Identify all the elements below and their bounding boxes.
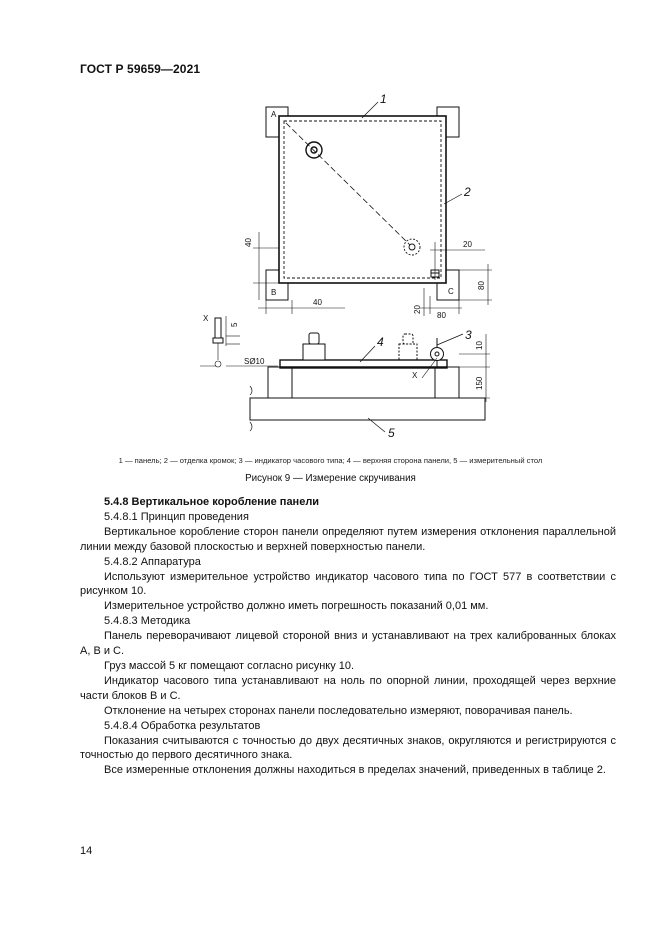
section-5483-title: 5.4.8.3 Методика xyxy=(104,615,191,628)
probe-detail xyxy=(215,318,221,338)
section-5482-text-2: Измерительное устройство должно иметь погрешность показаний 0,01 мм. xyxy=(104,600,489,613)
dim-150: 150 xyxy=(475,376,484,390)
dim-sphere: SØ10 xyxy=(244,357,265,366)
dim-5: 5 xyxy=(230,322,239,327)
block-a-label: A xyxy=(271,110,277,119)
section-548-title: 5.4.8 Вертикальное коробление панели xyxy=(104,496,320,508)
axis-x-top: X xyxy=(203,314,209,323)
section-5481-text: Вертикальное коробление сторон панели определяют путем измерения отклонения параллельной линии между базовой плоскостью и верхней поверхностью панели. xyxy=(80,525,616,553)
document-header: ГОСТ Р 59659—2021 xyxy=(80,62,201,76)
figure-legend: 1 — панель; 2 — отделка кромок; 3 — индикатор часового типа; 4 — верхняя сторона панели, 5 — измерительный стол xyxy=(118,456,543,465)
block-c-label: C xyxy=(448,287,454,296)
side-gauge xyxy=(431,348,444,361)
dim-40-left: 40 xyxy=(244,238,253,247)
callout-3: 3 xyxy=(465,328,472,342)
section-5484-text-2: Все измеренные отклонения должны находиться в пределах значений, приведенных в таблице 2. xyxy=(104,764,606,777)
callout-5: 5 xyxy=(388,426,395,440)
section-5484-text-1: Показания считываются с точностью до двух десятичных знаков, округляются и регистрируются с точностью до первого десятичного знака. xyxy=(80,734,616,762)
measuring-table xyxy=(250,398,485,420)
dim-40-bottom: 40 xyxy=(313,298,322,307)
section-5482-title: 5.4.8.2 Аппаратура xyxy=(104,555,201,568)
section-5483-text-1: Панель переворачивают лицевой стороной вниз и устанавливают на трех калиброванных блоках А, В и С. xyxy=(80,630,616,658)
dim-20-right: 20 xyxy=(463,240,472,249)
dim-80-bottom: 80 xyxy=(437,311,446,320)
side-block-left xyxy=(268,367,292,398)
section-5481-title: 5.4.8.1 Принцип проведения xyxy=(104,510,249,523)
section-5482-text-1: Используют измерительное устройство индикатор часового типа по ГОСТ 577 в соответствии с рисунком 10. xyxy=(80,570,616,598)
section-5483-text-3: Индикатор часового типа устанавливают на ноль по опорной линии, проходящей через верхние части блоков В и С. xyxy=(80,674,616,702)
side-weight xyxy=(303,344,325,360)
side-block-right xyxy=(435,367,459,398)
axis-x-side: X xyxy=(412,371,418,380)
block-b-label: B xyxy=(271,288,277,297)
section-5484-title: 5.4.8.4 Обработка результатов xyxy=(104,719,261,732)
callout-4: 4 xyxy=(377,335,384,349)
panel-outline xyxy=(279,116,446,283)
figure-9-drawing xyxy=(0,0,661,460)
document-body xyxy=(80,495,616,778)
callout-2: 2 xyxy=(464,185,471,199)
figure-caption: Рисунок 9 — Измерение скручивания xyxy=(245,473,416,484)
section-5483-text-4: Отклонение на четырех сторонах панели последовательно измеряют, поворачивая панель. xyxy=(104,704,573,717)
page-number: 14 xyxy=(80,845,93,857)
section-5483-text-2: Груз массой 5 кг помещают согласно рисунку 10. xyxy=(104,659,355,672)
callout-1: 1 xyxy=(380,92,387,106)
dim-10: 10 xyxy=(475,341,484,350)
dim-20-bottom: 20 xyxy=(413,305,422,314)
dim-80-right: 80 xyxy=(477,281,486,290)
